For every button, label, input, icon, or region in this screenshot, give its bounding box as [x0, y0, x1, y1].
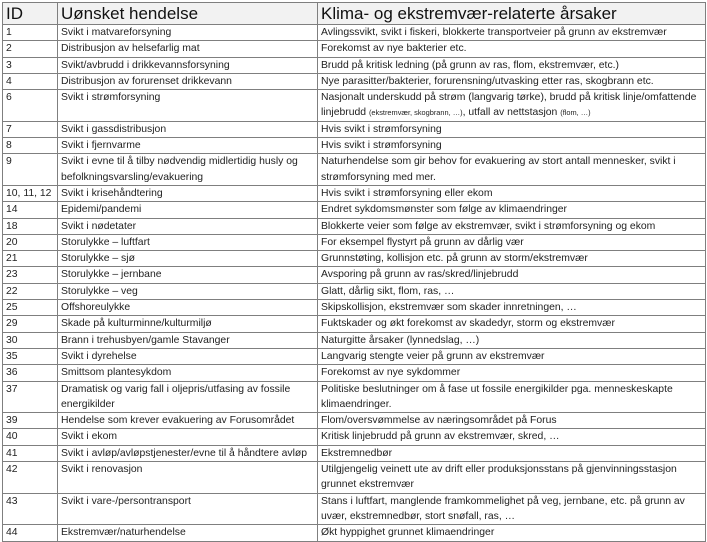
row-event: Ekstremvær/naturhendelse [58, 525, 318, 541]
row-event: Skade på kulturminne/kulturmiljø [58, 316, 318, 332]
row-id: 29 [3, 316, 58, 332]
table-row [3, 202, 706, 218]
table-row [3, 185, 706, 201]
row-event: Svikt i matvareforsyning [58, 25, 318, 41]
row-id: 4 [3, 73, 58, 89]
row-event: Brann i trehusbyen/gamle Stavanger [58, 332, 318, 348]
row-event: Svikt i evne til å tilby nødvendig midlertidig husly og befolkningsvarsling/evakuering [58, 154, 318, 186]
row-cause: Blokkerte veier som følge av ekstremvær, svikt i strømforsyning og ekom [318, 218, 706, 234]
row-event: Storulykke – luftfart [58, 234, 318, 250]
table-row [3, 462, 706, 494]
row-cause: Ekstremnedbør [318, 445, 706, 461]
row-id: 6 [3, 90, 58, 122]
row-cause: Glatt, dårlig sikt, flom, ras, … [318, 283, 706, 299]
row-cause: Avsporing på grunn av ras/skred/linjebrudd [318, 267, 706, 283]
row-event: Storulykke – jernbane [58, 267, 318, 283]
table-row [3, 251, 706, 267]
row-event: Svikt i ekom [58, 429, 318, 445]
row-event: Epidemi/pandemi [58, 202, 318, 218]
row-event: Svikt i dyrehelse [58, 348, 318, 364]
table-row [3, 121, 706, 137]
table-row [3, 445, 706, 461]
row-event: Svikt i vare-/persontransport [58, 493, 318, 525]
table-row [3, 365, 706, 381]
row-event: Svikt i renovasjon [58, 462, 318, 494]
row-event: Svikt i avløp/avløpstjenester/evne til å håndtere avløp [58, 445, 318, 461]
row-id: 21 [3, 251, 58, 267]
row-id: 9 [3, 154, 58, 186]
row-event: Hendelse som krever evakuering av Forusområdet [58, 413, 318, 429]
row-event: Svikt/avbrudd i drikkevannsforsyning [58, 57, 318, 73]
row-cause: Grunnstøting, kollisjon etc. på grunn av storm/ekstremvær [318, 251, 706, 267]
row-cause: Naturhendelse som gir behov for evakuering av stort antall mennesker, svikt i strømforsyning med mer. [318, 154, 706, 186]
table-row [3, 429, 706, 445]
row-id: 3 [3, 57, 58, 73]
table-row [3, 283, 706, 299]
row-cause: Naturgitte årsaker (lynnedslag, …) [318, 332, 706, 348]
row-id: 25 [3, 300, 58, 316]
table-row [3, 25, 706, 41]
table-row [3, 525, 706, 541]
table-row [3, 332, 706, 348]
table-row [3, 413, 706, 429]
row-cause: Hvis svikt i strømforsyning eller ekom [318, 185, 706, 201]
row-id: 7 [3, 121, 58, 137]
row-cause: Brudd på kritisk ledning (på grunn av ras, flom, ekstremvær, etc.) [318, 57, 706, 73]
row-event: Dramatisk og varig fall i oljepris/utfasing av fossile energikilder [58, 381, 318, 413]
row-id: 22 [3, 283, 58, 299]
row-cause: Fuktskader og økt forekomst av skadedyr, storm og ekstremvær [318, 316, 706, 332]
header-row [3, 3, 706, 25]
table-row [3, 381, 706, 413]
row-id: 36 [3, 365, 58, 381]
row-cause: Langvarig stengte veier på grunn av ekstremvær [318, 348, 706, 364]
table-row [3, 138, 706, 154]
table-row [3, 300, 706, 316]
row-cause: Avlingssvikt, svikt i fiskeri, blokkerte transportveier på grunn av ekstremvær [318, 25, 706, 41]
row-event: Svikt i fjernvarme [58, 138, 318, 154]
header-event: Uønsket hendelse [58, 3, 318, 25]
row-cause: Kritisk linjebrudd på grunn av ekstremvær, skred, … [318, 429, 706, 445]
header-cause: Klima- og ekstremvær-relaterte årsaker [318, 3, 706, 25]
row-cause: Hvis svikt i strømforsyning [318, 138, 706, 154]
table-row [3, 348, 706, 364]
cause-text: Nasjonalt underskudd på strøm (langvarig tørke), brudd på kritisk linje/omfattende linjebrudd [321, 92, 697, 119]
row-cause: For eksempel flystyrt på grunn av dårlig vær [318, 234, 706, 250]
table-row [3, 316, 706, 332]
row-event: Svikt i krisehåndtering [58, 185, 318, 201]
table-row [3, 267, 706, 283]
row-event: Svikt i nødetater [58, 218, 318, 234]
row-id: 39 [3, 413, 58, 429]
row-id: 35 [3, 348, 58, 364]
row-cause: Stans i luftfart, manglende framkommelighet på veg, jernbane, etc. på grunn av uvær, ekstremnedbør, stort snøfall, ras, … [318, 493, 706, 525]
row-cause: Flom/oversvømmelse av næringsområdet på Forus [318, 413, 706, 429]
row-event: Offshoreulykke [58, 300, 318, 316]
row-id: 37 [3, 381, 58, 413]
cause-note: (flom, …) [560, 108, 591, 118]
row-event: Svikt i gassdistribusjon [58, 121, 318, 137]
row-cause: Skipskollisjon, ekstremvær som skader innretningen, … [318, 300, 706, 316]
row-id: 2 [3, 41, 58, 57]
row-id: 8 [3, 138, 58, 154]
row-cause: Økt hyppighet grunnet klimaendringer [318, 525, 706, 541]
row-id: 18 [3, 218, 58, 234]
row-event: Storulykke – veg [58, 283, 318, 299]
table-row [3, 154, 706, 186]
table-row [3, 90, 706, 122]
row-id: 41 [3, 445, 58, 461]
cause-text: , utfall av nettstasjon [462, 107, 561, 119]
table-row [3, 57, 706, 73]
row-cause: Forekomst av nye sykdommer [318, 365, 706, 381]
row-id: 1 [3, 25, 58, 41]
row-id: 43 [3, 493, 58, 525]
row-cause: Nye parasitter/bakterier, forurensning/utvasking etter ras, skogbrann etc. [318, 73, 706, 89]
row-id: 42 [3, 462, 58, 494]
table-row [3, 234, 706, 250]
row-cause: Politiske beslutninger om å fase ut fossile energikilder pga. menneskeskapte klimaendringer. [318, 381, 706, 413]
row-id: 30 [3, 332, 58, 348]
row-event: Distribusjon av helsefarlig mat [58, 41, 318, 57]
cause-note: (ekstremvær, skogbrann, …) [368, 108, 463, 118]
row-cause: Endret sykdomsmønster som følge av klimaendringer [318, 202, 706, 218]
table-row [3, 218, 706, 234]
row-id: 20 [3, 234, 58, 250]
row-cause: Forekomst av nye bakterier etc. [318, 41, 706, 57]
row-id: 23 [3, 267, 58, 283]
row-event: Svikt i strømforsyning [58, 90, 318, 122]
row-id: 44 [3, 525, 58, 541]
row-cause: Utilgjengelig veinett ute av drift eller produksjonsstans på gjenvinningsstasjon grunnet ekstremvær [318, 462, 706, 494]
row-event: Distribusjon av forurenset drikkevann [58, 73, 318, 89]
row-cause [318, 90, 706, 122]
header-id: ID [3, 3, 58, 25]
risk-table [2, 2, 706, 542]
table-row [3, 41, 706, 57]
table-row [3, 493, 706, 525]
row-id: 10, 11, 12 [3, 185, 58, 201]
row-id: 40 [3, 429, 58, 445]
table-row [3, 73, 706, 89]
row-event: Storulykke – sjø [58, 251, 318, 267]
row-event: Smittsom plantesykdom [58, 365, 318, 381]
row-cause: Hvis svikt i strømforsyning [318, 121, 706, 137]
row-id: 14 [3, 202, 58, 218]
